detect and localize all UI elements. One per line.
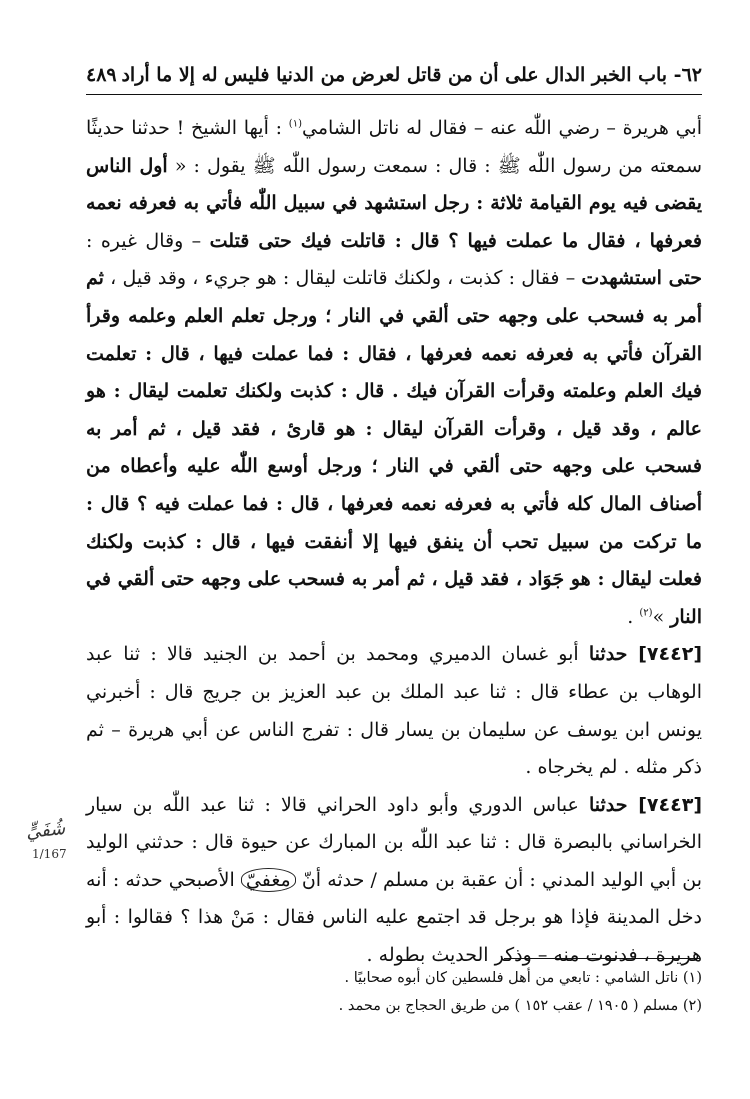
hadith-variant: حتى استشهدت [581,267,702,290]
margin-correction: شُفَيٍّ [25,818,67,843]
hadith-text-main: ثم أمر به فسحب على وجهه حتى ألقي في النار ؛ ورجل تعلم العلم وعلمه وقرأ القرآن فأتي به فعرفه نعمه فعرفها ، فقال : فما عملت فيها ، قال : تعلمت فيك العلم وعلمته وقرأت القرآن فيك . قال : كذبت ولكنك تعلمت ليقال : هو عالم ، وقد قيل ، وقرأت القرآن ليقال : هو قارئ ، فقد قيل ، ثم أمر به فسحب على وجهه حتى ألقي في النار ؛ ورجل أوسع اللّٰه عليه وأعطاه من أصناف المال كله فأتي به فعرفه نعمه فعرفها ، قال : فما عملت فيه ؟ قال : ما تركت من سبيل تحب أن ينفق فيها إلا أنفقت فيها ، قال : كذبت ولكنك فعلت ليقال : هو جَوَاد ، فقد قيل ، ثم أمر به فسحب على وجهه حتى ألقي في النار [86,267,702,628]
circled-word: مغفيّ [241,868,296,892]
hadith-lead: حدثنا [588,643,639,666]
paragraph-end: . [627,605,640,628]
hadith-number: [٧٤٤٢] [638,643,702,666]
quote-close: » [652,605,671,628]
manuscript-folio-ref: 1/167 [32,847,67,861]
hadith-body: عباس الدوري وأبو داود الحراني قالا : ثنا عبد اللّٰه بن سيار الخراساني بالبصرة قال : ثنا عبد اللّٰه بن المبارك عن حيوة قال : حدثني الوليد بن أبي الوليد المدني : أن عقبة بن مسلم / حدثه أنّ [86,793,702,891]
footnote-2: (٢) مسلم ( ١٩٠٥ / عقب ١٥٢ ) من طريق الحجاج بن محمد . [338,998,702,1014]
narrator-aside: – وقال غيره : [86,229,210,252]
footnote-ref-1[interactable]: (١) [288,118,302,130]
chapter-title: ٦٢- باب الخبر الدال على أن من قاتل لعرض من الدنيا فليس له إلا ما أراد [121,64,702,86]
footnote-1: (١) ناتل الشامي : تابعي من أهل فلسطين كان أبوه صحابيًا . [344,970,702,986]
footnote-rule [504,958,700,959]
hadith-7443 [86,787,702,975]
hadith-body: أبو غسان الدميري ومحمد بن أحمد بن الجنيد قالا : ثنا عبد الوهاب بن عطاء قال : ثنا عبد الملك بن عبد العزيز بن جريج قال : أخبرني يونس ابن يوسف عن سليمان بن يسار قال : تفرج الناس عن أبي هريرة – ثم ذكر مثله . لم يخرجاه . [86,643,702,779]
page-number: ٤٨٩ [86,64,117,86]
hadith-paragraph [86,110,702,636]
isnad-text: أبي هريرة – رضي اللّٰه عنه – فقال له ناتل الشامي [301,117,703,139]
hadith-7442 [86,636,702,786]
running-header [86,62,702,96]
footnotes [86,964,702,1020]
narration-text: : أيها الشيخ ! حدثنا حديثًا سمعته من رسول اللّٰه ﷺ : قال : سمعت رسول اللّٰه ﷺ يقول : « [86,117,702,177]
hadith-continuation: – فقال : كذبت ، ولكنك قاتلت ليقال : هو جريء ، وقد قيل ، [103,267,582,290]
hadith-number: [٧٤٤٣] [638,793,702,816]
footnote-ref-2[interactable]: (٢) [639,607,653,619]
header-rule [86,94,702,95]
hadith-lead: حدثنا [588,793,639,816]
hadith-text: أول الناس يقضى فيه يوم القيامة ثلاثة : رجل استشهد في سبيل اللّٰه فأتي به فعرفه نعمه فعرفها ، فقال ما عملت فيها ؟ قال : قاتلت فيك حتى قتلت [86,154,702,252]
hadith-body-end: الأصبحي حدثه : أنه دخل المدينة فإذا هو برجل قد اجتمع عليه الناس فقال : مَنْ هذا ؟ فقالوا : أبو هريرة ، فدنوت منه – وذكر الحديث بطوله . [86,868,702,967]
main-text [86,110,702,975]
